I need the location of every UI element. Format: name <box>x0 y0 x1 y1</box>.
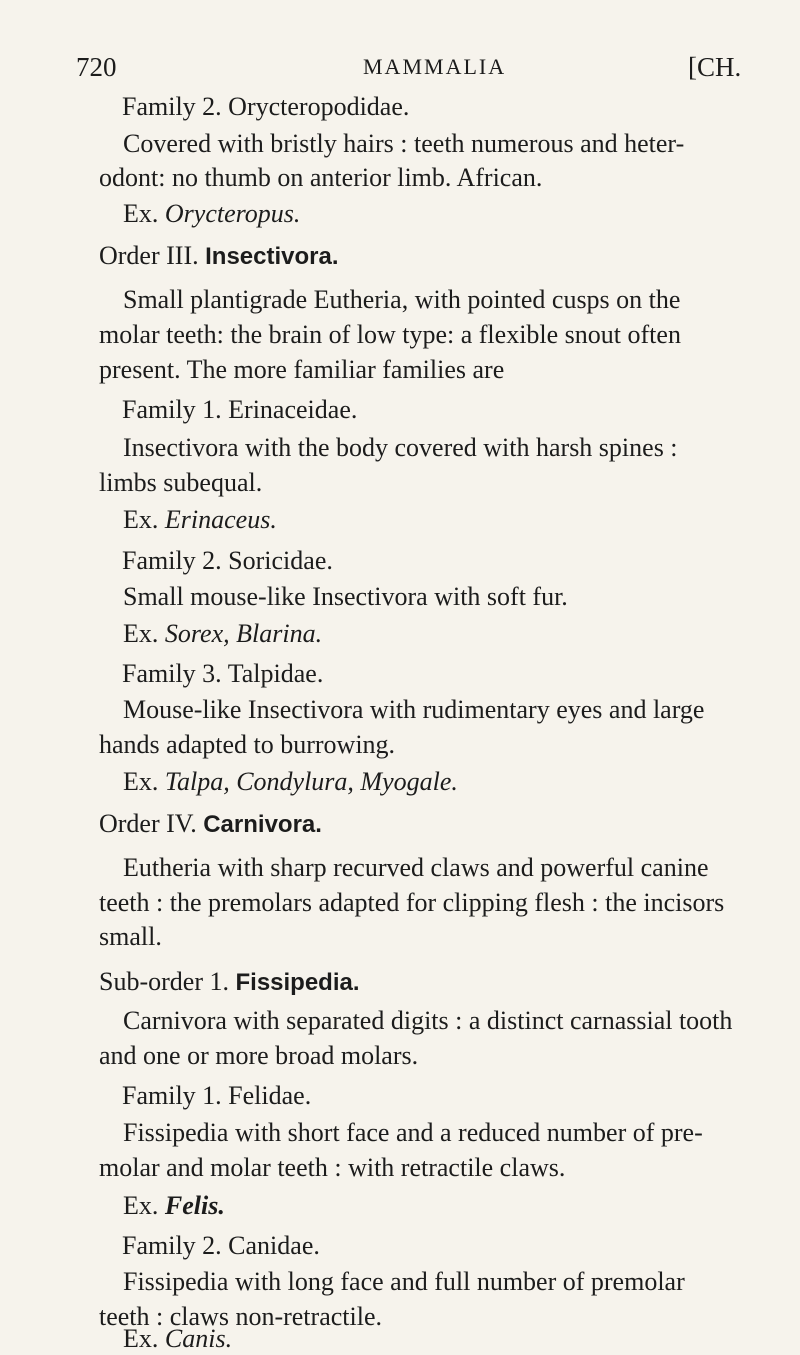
example-label: Ex. <box>123 619 159 648</box>
example-line <box>123 1191 225 1221</box>
order-heading <box>99 809 322 840</box>
family-heading: Family 3. Talpidae. <box>122 659 324 688</box>
example-label: Ex. <box>123 1324 159 1353</box>
genus-name: Talpa, Condylura, Myogale. <box>164 767 458 796</box>
text-line: limbs subequal. <box>99 468 263 497</box>
text-line: Fissipedia with short face and a reduced number of pre- <box>123 1118 703 1147</box>
text-line: Eutheria with sharp recurved claws and powerful canine <box>123 853 709 882</box>
family-heading: Family 1. Erinaceidae. <box>122 395 358 424</box>
text-line: molar and molar teeth : with retractile claws. <box>99 1153 566 1182</box>
chapter-marker: [CH. <box>688 52 742 82</box>
example-label: Ex. <box>123 199 159 228</box>
text-line: present. The more familiar families are <box>99 355 505 384</box>
suborder-name: Fissipedia. <box>235 969 360 996</box>
genus-name: Canis. <box>164 1324 233 1353</box>
text-line: molar teeth: the brain of low type: a flexible snout often <box>99 320 681 349</box>
example-line <box>123 767 458 797</box>
suborder-number: Sub-order 1. <box>99 967 229 996</box>
genus-name: Erinaceus. <box>164 505 277 534</box>
example-label: Ex. <box>123 767 159 796</box>
genus-name: Sorex, Blarina. <box>164 619 323 648</box>
text-line: Small mouse-like Insectivora with soft fur. <box>123 582 568 611</box>
family-heading: Family 2. Canidae. <box>122 1231 320 1260</box>
family-heading: Family 2. Orycteropodidae. <box>122 92 410 121</box>
genus-name: Orycteropus. <box>164 199 301 228</box>
text-line: and one or more broad molars. <box>99 1041 419 1070</box>
running-head: MAMMALIA <box>363 54 507 79</box>
example-line <box>123 619 322 649</box>
text-line: Mouse-like Insectivora with rudimentary eyes and large <box>123 695 705 724</box>
order-number: Order IV. <box>99 809 197 838</box>
family-heading: Family 1. Felidae. <box>122 1081 312 1110</box>
example-line <box>123 1324 232 1354</box>
order-name: Carnivora. <box>203 811 322 838</box>
text-line: Covered with bristly hairs : teeth numerous and heter- <box>123 129 685 158</box>
text-line: Fissipedia with long face and full number of premolar <box>123 1267 685 1296</box>
text-line: Carnivora with separated digits : a distinct carnassial tooth <box>123 1006 733 1035</box>
order-number: Order III. <box>99 241 199 270</box>
example-line <box>123 199 300 229</box>
order-name: Insectivora. <box>205 243 339 270</box>
example-line <box>123 505 277 535</box>
text-line: Insectivora with the body covered with harsh spines : <box>123 433 678 462</box>
example-label: Ex. <box>123 505 159 534</box>
family-heading: Family 2. Soricidae. <box>122 546 333 575</box>
text-line: teeth : claws non-retractile. <box>99 1302 382 1331</box>
example-label: Ex. <box>123 1191 159 1220</box>
text-line: teeth : the premolars adapted for clipping flesh : the incisors <box>99 888 725 917</box>
suborder-heading <box>99 967 360 998</box>
text-line: Small plantigrade Eutheria, with pointed cusps on the <box>123 285 681 314</box>
genus-name: Felis. <box>164 1191 225 1220</box>
text-line: small. <box>99 922 162 951</box>
page-number: 720 <box>76 52 117 82</box>
page-header <box>76 52 800 88</box>
text-line: odont: no thumb on anterior limb. African. <box>99 163 543 192</box>
order-heading <box>99 241 339 272</box>
text-line: hands adapted to burrowing. <box>99 730 396 759</box>
